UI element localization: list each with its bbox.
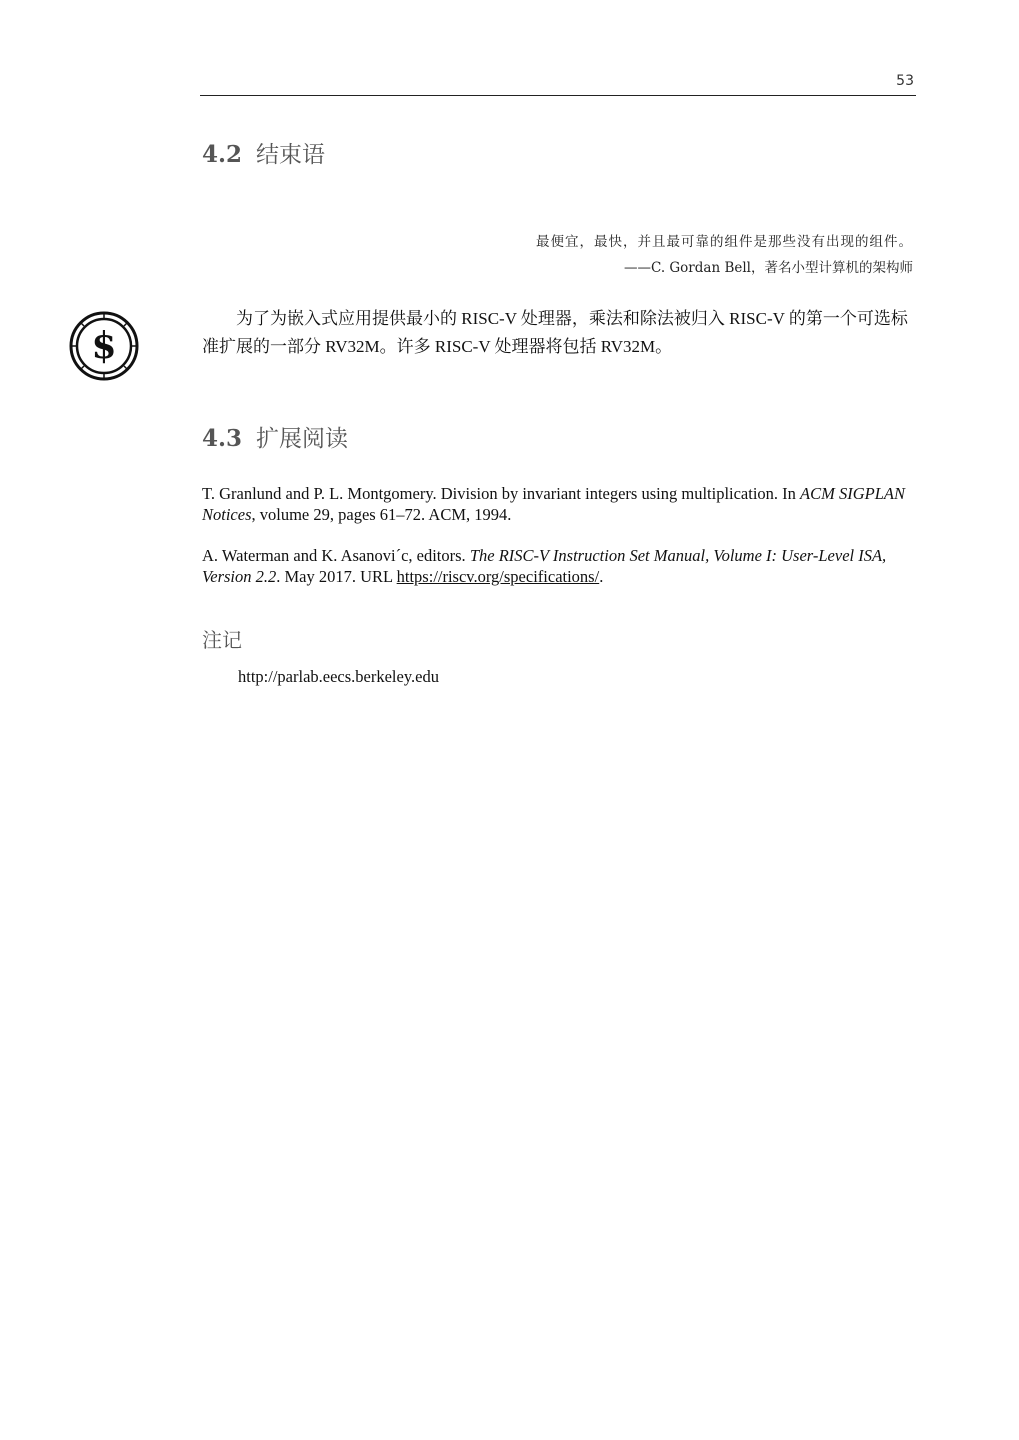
reference-item: T. Granlund and P. L. Montgomery. Division by invariant integers using multiplication. In ACM SIGPLAN Notices, volume 29, pages 61–72. ACM, 1994. [202,484,906,524]
header-rule [200,95,916,96]
section-title: 扩展阅读 [256,426,349,452]
reference-item: A. Waterman and K. Asanovi´c, editors. The RISC-V Instruction Set Manual, Volume I: User-Level ISA, Version 2.2. May 2017. URL https://riscv.org/specifications/. [202,546,887,586]
section-heading-4-3 [202,420,348,453]
dollar-coin-icon [68,310,140,382]
paragraph-text: 为了为嵌入式应用提供最小的 RISC-V 处理器，乘法和除法被归入 RISC-V 的第一个可选标准扩展的一部分 RV32M。许多 RISC-V 处理器将包括 RV32M。 [202,309,908,356]
epigraph-attribution: ——C. Gordan Bell，著名小型计算机的架构师 [623,260,913,276]
svg-text:$: $ [91,325,117,367]
section-number: 4.3 [202,425,243,452]
conclusion-paragraph [202,305,914,361]
section-number: 4.2 [202,141,243,168]
notes-heading: 注记 [202,628,242,652]
note-item: http://parlab.eecs.berkeley.edu [238,667,439,686]
epigraph-quote: 最便宜，最快，并且最可靠的组件是那些没有出现的组件。 [536,234,913,250]
section-heading-4-2 [202,136,325,169]
section-title: 结束语 [256,142,326,168]
margin-icon [68,310,140,382]
page-number: 53 [896,73,914,89]
reference-link[interactable]: https://riscv.org/specifications/ [396,567,600,586]
reference-venue: ACM SIGPLAN Notices [202,484,906,524]
reference-title: The RISC-V Instruction Set Manual, Volume I: User-Level ISA, Version 2.2 [202,546,887,586]
